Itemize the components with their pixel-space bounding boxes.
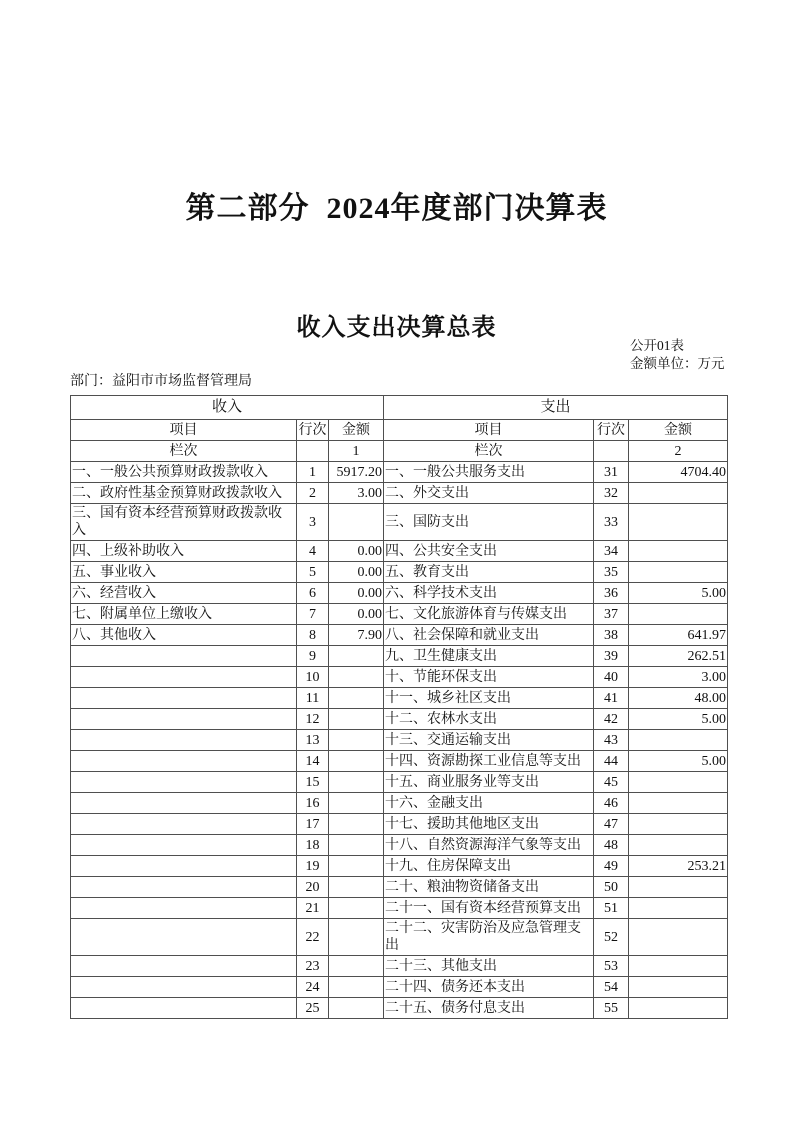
table-cell-ex-no: 55	[594, 998, 629, 1019]
table-cell-in-amt	[329, 814, 384, 835]
expense-lan-label: 栏次	[384, 441, 594, 462]
table-cell-in-item	[71, 877, 297, 898]
table-cell-ex-item: 十四、资源勘探工业信息等支出	[384, 751, 594, 772]
table-cell-in-item	[71, 709, 297, 730]
table-cell-ex-amt: 253.21	[629, 856, 728, 877]
table-cell-in-item	[71, 977, 297, 998]
table-cell-ex-item: 十二、农林水支出	[384, 709, 594, 730]
summary-table	[70, 395, 728, 1019]
table-cell-ex-amt	[629, 604, 728, 625]
table-cell-in-no: 12	[297, 709, 329, 730]
table-subtitle: 收入支出决算总表	[296, 315, 497, 341]
table-cell-in-item	[71, 835, 297, 856]
table-cell-ex-amt: 262.51	[629, 646, 728, 667]
table-cell-ex-item: 八、社会保障和就业支出	[384, 625, 594, 646]
expense-rowno-header: 行次	[594, 420, 629, 441]
table-row	[71, 709, 728, 730]
table-cell-ex-item: 二十五、债务付息支出	[384, 998, 594, 1019]
table-row	[71, 541, 728, 562]
table-cell-in-no: 9	[297, 646, 329, 667]
table-cell-in-amt: 0.00	[329, 562, 384, 583]
table-cell-in-item	[71, 898, 297, 919]
table-cell-ex-item: 十九、住房保障支出	[384, 856, 594, 877]
table-cell-in-amt	[329, 835, 384, 856]
table-cell-in-amt	[329, 856, 384, 877]
table-cell-in-no: 7	[297, 604, 329, 625]
table-body	[71, 462, 728, 1019]
table-row	[71, 751, 728, 772]
table-cell-ex-no: 31	[594, 462, 629, 483]
table-code-label: 公开01表	[630, 338, 684, 353]
table-cell-in-amt	[329, 898, 384, 919]
table-cell-in-amt	[329, 751, 384, 772]
table-cell-ex-no: 36	[594, 583, 629, 604]
table-cell-in-item	[71, 814, 297, 835]
table-cell-ex-no: 35	[594, 562, 629, 583]
table-cell-ex-item: 十五、商业服务业等支出	[384, 772, 594, 793]
department-label: 部门：益阳市市场监督管理局	[70, 374, 252, 389]
table-cell-in-no: 6	[297, 583, 329, 604]
table-cell-ex-no: 47	[594, 814, 629, 835]
income-rowno-header: 行次	[297, 420, 329, 441]
table-row	[71, 688, 728, 709]
table-cell-ex-amt: 5.00	[629, 709, 728, 730]
empty-cell	[297, 441, 329, 462]
table-cell-in-amt: 0.00	[329, 604, 384, 625]
table-cell-in-item: 四、上级补助收入	[71, 541, 297, 562]
table-cell-ex-no: 45	[594, 772, 629, 793]
table-cell-ex-amt: 4704.40	[629, 462, 728, 483]
table-cell-in-amt	[329, 772, 384, 793]
table-cell-ex-amt	[629, 956, 728, 977]
table-row	[71, 856, 728, 877]
table-row	[71, 604, 728, 625]
table-cell-in-no: 19	[297, 856, 329, 877]
table-cell-ex-amt: 48.00	[629, 688, 728, 709]
table-cell-ex-no: 53	[594, 956, 629, 977]
table-cell-in-no: 3	[297, 504, 329, 541]
income-col-index: 1	[329, 441, 384, 462]
table-cell-in-item: 二、政府性基金预算财政拨款收入	[71, 483, 297, 504]
table-cell-in-amt: 0.00	[329, 583, 384, 604]
table-cell-in-item	[71, 919, 297, 956]
table-cell-in-amt: 7.90	[329, 625, 384, 646]
table-cell-in-item	[71, 646, 297, 667]
table-cell-ex-item: 二十一、国有资本经营预算支出	[384, 898, 594, 919]
expense-col-index: 2	[629, 441, 728, 462]
table-cell-ex-amt	[629, 998, 728, 1019]
income-section-header: 收入	[71, 396, 384, 420]
unit-label: 金额单位：万元	[630, 356, 725, 371]
table-row	[71, 504, 728, 541]
income-item-header: 项目	[71, 420, 297, 441]
table-cell-ex-amt	[629, 977, 728, 998]
table-cell-ex-amt	[629, 730, 728, 751]
table-cell-in-amt	[329, 977, 384, 998]
expense-item-header: 项目	[384, 420, 594, 441]
table-cell-in-no: 24	[297, 977, 329, 998]
table-row	[71, 667, 728, 688]
table-cell-in-no: 25	[297, 998, 329, 1019]
table-cell-in-no: 5	[297, 562, 329, 583]
table-cell-in-amt	[329, 793, 384, 814]
table-cell-in-no: 17	[297, 814, 329, 835]
table-cell-ex-amt	[629, 541, 728, 562]
table-cell-ex-item: 十一、城乡社区支出	[384, 688, 594, 709]
table-cell-ex-item: 六、科学技术支出	[384, 583, 594, 604]
expense-section-header: 支出	[384, 396, 728, 420]
table-cell-ex-item: 二十四、债务还本支出	[384, 977, 594, 998]
table-cell-in-amt	[329, 730, 384, 751]
table-cell-ex-amt	[629, 793, 728, 814]
table-cell-ex-no: 51	[594, 898, 629, 919]
table-cell-ex-no: 37	[594, 604, 629, 625]
table-cell-ex-no: 46	[594, 793, 629, 814]
table-cell-in-amt	[329, 956, 384, 977]
table-cell-in-item: 七、附属单位上缴收入	[71, 604, 297, 625]
table-cell-in-item	[71, 667, 297, 688]
table-cell-in-amt	[329, 688, 384, 709]
table-cell-in-no: 10	[297, 667, 329, 688]
table-row	[71, 919, 728, 956]
table-cell-ex-item: 二、外交支出	[384, 483, 594, 504]
table-row	[71, 814, 728, 835]
table-cell-ex-amt	[629, 835, 728, 856]
table-cell-in-amt	[329, 998, 384, 1019]
table-cell-in-no: 23	[297, 956, 329, 977]
table-cell-ex-amt	[629, 898, 728, 919]
table-cell-in-item	[71, 956, 297, 977]
table-cell-ex-no: 44	[594, 751, 629, 772]
table-cell-ex-item: 五、教育支出	[384, 562, 594, 583]
table-cell-in-no: 22	[297, 919, 329, 956]
table-cell-in-amt: 3.00	[329, 483, 384, 504]
table-cell-ex-item: 二十二、灾害防治及应急管理支出	[384, 919, 594, 956]
table-row	[71, 730, 728, 751]
table-cell-ex-amt	[629, 877, 728, 898]
table-row	[71, 625, 728, 646]
table-cell-ex-no: 49	[594, 856, 629, 877]
table-cell-ex-no: 48	[594, 835, 629, 856]
table-cell-in-no: 1	[297, 462, 329, 483]
table-cell-ex-item: 十八、自然资源海洋气象等支出	[384, 835, 594, 856]
table-cell-ex-no: 33	[594, 504, 629, 541]
table-row	[71, 977, 728, 998]
table-cell-in-no: 15	[297, 772, 329, 793]
table-cell-ex-no: 54	[594, 977, 629, 998]
table-row	[71, 998, 728, 1019]
table-cell-ex-amt: 5.00	[629, 583, 728, 604]
table-cell-ex-amt	[629, 919, 728, 956]
table-cell-ex-amt	[629, 483, 728, 504]
column-header-row	[71, 420, 728, 441]
table-row	[71, 835, 728, 856]
table-cell-ex-no: 40	[594, 667, 629, 688]
table-cell-ex-no: 43	[594, 730, 629, 751]
table-cell-in-item	[71, 772, 297, 793]
table-cell-ex-no: 50	[594, 877, 629, 898]
table-cell-ex-no: 41	[594, 688, 629, 709]
table-row	[71, 483, 728, 504]
table-cell-ex-no: 34	[594, 541, 629, 562]
table-cell-in-no: 20	[297, 877, 329, 898]
table-row	[71, 583, 728, 604]
table-cell-ex-no: 32	[594, 483, 629, 504]
table-cell-ex-item: 十七、援助其他地区支出	[384, 814, 594, 835]
table-cell-in-amt	[329, 877, 384, 898]
table-cell-ex-item: 九、卫生健康支出	[384, 646, 594, 667]
table-cell-in-item	[71, 793, 297, 814]
table-cell-ex-amt: 3.00	[629, 667, 728, 688]
table-cell-ex-amt	[629, 814, 728, 835]
table-meta	[630, 337, 725, 373]
table-cell-in-item: 六、经营收入	[71, 583, 297, 604]
table-cell-in-no: 16	[297, 793, 329, 814]
table-cell-ex-item: 十六、金融支出	[384, 793, 594, 814]
table-cell-ex-amt	[629, 562, 728, 583]
table-cell-in-no: 11	[297, 688, 329, 709]
table-row	[71, 793, 728, 814]
table-row	[71, 877, 728, 898]
section-header-row	[71, 396, 728, 420]
table-cell-in-no: 21	[297, 898, 329, 919]
column-index-row	[71, 441, 728, 462]
table-row	[71, 646, 728, 667]
income-amount-header: 金额	[329, 420, 384, 441]
table-cell-in-amt	[329, 667, 384, 688]
table-cell-in-item: 一、一般公共预算财政拨款收入	[71, 462, 297, 483]
table-cell-in-amt: 5917.20	[329, 462, 384, 483]
table-cell-in-no: 4	[297, 541, 329, 562]
table-row	[71, 898, 728, 919]
table-cell-ex-no: 38	[594, 625, 629, 646]
empty-cell	[594, 441, 629, 462]
table-cell-ex-no: 39	[594, 646, 629, 667]
table-cell-ex-no: 42	[594, 709, 629, 730]
expense-amount-header: 金额	[629, 420, 728, 441]
table-cell-ex-amt: 5.00	[629, 751, 728, 772]
table-cell-in-item	[71, 998, 297, 1019]
table-cell-ex-item: 十、节能环保支出	[384, 667, 594, 688]
table-cell-in-amt	[329, 646, 384, 667]
table-cell-in-no: 13	[297, 730, 329, 751]
page-title: 第二部分 2024年度部门决算表	[185, 192, 608, 225]
table-cell-in-item: 三、国有资本经营预算财政拨款收入	[71, 504, 297, 541]
table-cell-in-item	[71, 730, 297, 751]
table-row	[71, 772, 728, 793]
table-cell-ex-item: 十三、交通运输支出	[384, 730, 594, 751]
table-cell-in-no: 8	[297, 625, 329, 646]
table-cell-in-item: 五、事业收入	[71, 562, 297, 583]
table-cell-ex-item: 七、文化旅游体育与传媒支出	[384, 604, 594, 625]
income-lan-label: 栏次	[71, 441, 297, 462]
table-cell-ex-item: 一、一般公共服务支出	[384, 462, 594, 483]
table-cell-in-amt	[329, 919, 384, 956]
table-cell-in-amt: 0.00	[329, 541, 384, 562]
table-cell-ex-amt: 641.97	[629, 625, 728, 646]
table-row	[71, 562, 728, 583]
table-row	[71, 956, 728, 977]
table-row	[71, 462, 728, 483]
table-cell-in-item	[71, 751, 297, 772]
table-cell-ex-amt	[629, 504, 728, 541]
table-cell-in-amt	[329, 504, 384, 541]
table-cell-ex-no: 52	[594, 919, 629, 956]
table-cell-in-item	[71, 856, 297, 877]
table-cell-in-no: 2	[297, 483, 329, 504]
table-cell-in-amt	[329, 709, 384, 730]
table-cell-in-item	[71, 688, 297, 709]
table-cell-ex-item: 二十三、其他支出	[384, 956, 594, 977]
table-cell-in-no: 18	[297, 835, 329, 856]
table-cell-ex-item: 四、公共安全支出	[384, 541, 594, 562]
table-cell-ex-item: 二十、粮油物资储备支出	[384, 877, 594, 898]
table-cell-ex-item: 三、国防支出	[384, 504, 594, 541]
table-cell-ex-amt	[629, 772, 728, 793]
table-cell-in-item: 八、其他收入	[71, 625, 297, 646]
table-cell-in-no: 14	[297, 751, 329, 772]
